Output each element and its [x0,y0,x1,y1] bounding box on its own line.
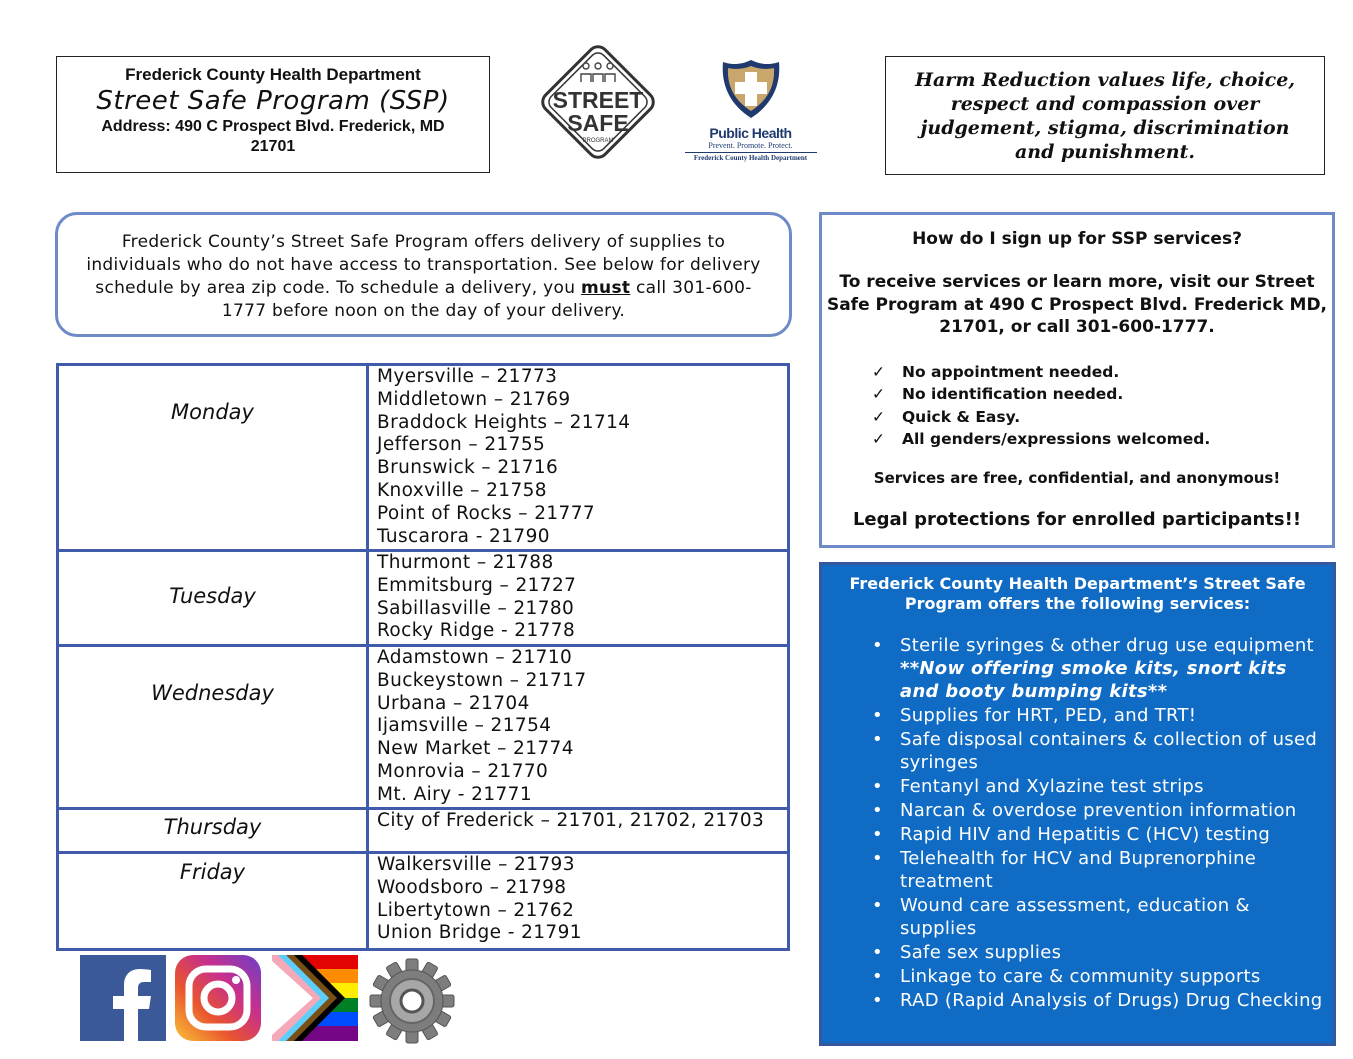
service-text: Safe disposal containers & collection of used syringes [900,729,1318,773]
services-free-note: Services are free, confidential, and anonymous! [873,468,1281,487]
day-cell [58,646,368,809]
day-label: Friday [179,860,246,884]
bullet-icon: • [872,942,883,963]
services-list [822,634,1333,1012]
program-name: Street Safe Program (SSP) [96,86,450,116]
signup-box [819,212,1335,548]
logo-street-text: STREET [552,87,644,113]
day-cell [58,853,368,950]
bullet-icon: • [872,705,883,726]
schedule-row-tuesday [58,551,789,646]
harm-reduction-quote: Harm Reduction values life, choice, respect and compassion over judgement, stigma, discrimination and punishment. [915,68,1295,163]
towns-cell [368,551,789,646]
day-cell [58,365,368,551]
logo-program-text: PROGRAM [582,138,614,144]
towns-cell [368,646,789,809]
checklist-text: No identification needed. [902,385,1124,403]
schedule-row-thursday [58,809,789,853]
service-text: Telehealth for HCV and Buprenorphine treatment [900,848,1257,892]
town-item: Monrovia – 21770 [377,760,549,782]
towns-cell [368,365,789,551]
town-item: Thurmont – 21788 [377,552,554,573]
program-address: Address: 490 C Prospect Blvd. Frederick, MD 21701 [101,118,445,155]
checklist-item [872,428,1332,451]
public-health-tagline: Prevent. Promote. Protect. [708,141,793,150]
town-item: Brunswick – 21716 [377,457,559,479]
gear-icon [369,958,455,1044]
signup-checklist [872,361,1332,451]
department-name: Frederick County Health Department [125,65,421,84]
town-item: Emmitsburg – 21727 [377,574,577,596]
town-item: Woodsboro – 21798 [377,876,567,898]
intro-box [55,212,792,337]
service-item [822,775,1333,798]
street-safe-logo [526,30,670,174]
day-label: Monday [171,400,254,424]
day-label: Wednesday [151,681,274,705]
service-item [822,728,1333,774]
town-item: Rocky Ridge - 21778 [377,620,576,642]
town-item: Adamstown – 21710 [377,647,573,668]
bullet-icon: • [872,990,883,1011]
town-item: Tuscarora - 21790 [377,525,550,547]
header-box [56,56,490,173]
service-item [822,799,1333,822]
service-item [822,894,1333,940]
towns-cell [368,809,789,853]
harm-reduction-quote-box [885,56,1325,175]
bullet-icon: • [872,800,883,821]
service-text: Wound care assessment, education & supplies [900,895,1250,939]
checklist-text: No appointment needed. [902,362,1120,381]
service-text: Safe sex supplies [900,942,1062,963]
towns-cell [368,853,789,950]
service-text: Supplies for HRT, PED, and TRT! [900,705,1197,726]
service-item [822,704,1333,727]
town-item: Braddock Heights – 21714 [377,411,631,433]
service-text: Rapid HIV and Hepatitis C (HCV) testing [900,824,1271,845]
legal-protections-note: Legal protections for enrolled participants!! [852,508,1302,530]
logo-safe-text: SAFE [567,110,629,136]
service-item [822,823,1333,846]
intro-text-part2: call 301-600-1777 before noon on the day of your delivery. [221,278,752,321]
town-item: Sabillasville – 21780 [377,597,575,619]
checkmark-icon: ✓ [872,407,885,426]
day-label: Thursday [163,815,262,839]
town-item: Middletown – 21769 [377,388,571,410]
delivery-schedule-table [56,363,790,951]
service-subtext: **Now offering smoke kits, snort kits and booty bumping kits** [900,658,1287,702]
services-box [819,562,1336,1046]
bullet-icon: • [872,635,883,656]
facebook-icon[interactable] [80,955,166,1041]
service-text: RAD (Rapid Analysis of Drugs) Drug Checking [900,990,1323,1011]
service-item [822,965,1333,988]
day-cell [58,809,368,853]
checklist-item [872,361,1332,384]
checkmark-icon: ✓ [872,385,885,403]
services-title: Frederick County Health Department’s Street Safe Program offers the following services: [849,574,1306,613]
town-item: New Market – 21774 [377,738,574,760]
instagram-icon[interactable] [175,955,261,1041]
town-item: Buckeystown – 21717 [377,669,587,691]
service-item [822,941,1333,964]
schedule-row-wednesday [58,646,789,809]
public-health-dept: Frederick County Health Department [693,154,808,162]
checklist-text: All genders/expressions welcomed. [902,430,1211,448]
pride-flag-icon [272,955,358,1041]
day-cell [58,551,368,646]
checkmark-icon: ✓ [872,362,885,381]
service-item [822,634,1333,703]
service-text: Linkage to care & community supports [900,966,1261,987]
bullet-icon: • [872,776,883,797]
signup-title: How do I sign up for SSP services? [912,229,1242,249]
town-item: Knoxville – 21758 [377,479,547,501]
schedule-row-friday [58,853,789,950]
day-label: Tuesday [169,584,256,608]
intro-text [76,231,771,323]
service-item [822,989,1333,1012]
service-text: Sterile syringes & other drug use equipment [900,635,1314,656]
bullet-icon: • [872,824,883,845]
town-item: Ijamsville – 21754 [377,715,552,737]
service-text: Narcan & overdose prevention information [900,800,1297,821]
public-health-title: Public Health [709,125,792,141]
town-item: City of Frederick – 21701, 21702, 21703 [377,810,765,831]
town-item: Point of Rocks – 21777 [377,502,596,524]
town-item: Mt. Airy - 21771 [377,783,533,805]
town-item: Urbana – 21704 [377,692,530,714]
intro-must: must [581,278,631,298]
bullet-icon: • [872,895,883,916]
service-text: Fentanyl and Xylazine test strips [900,776,1204,797]
checkmark-icon: ✓ [872,430,885,448]
town-item: Jefferson – 21755 [377,434,546,456]
bullet-icon: • [872,848,883,869]
town-item: Libertytown – 21762 [377,899,575,921]
public-health-logo [683,58,818,170]
signup-text: To receive services or learn more, visit our Street Safe Program at 490 C Prospect Blvd. Frederick MD, 21701, or call 301-600-1777. [826,272,1328,337]
town-item: Union Bridge - 21791 [377,922,582,944]
bullet-icon: • [872,966,883,987]
town-item: Walkersville – 21793 [377,854,575,875]
public-health-shield-icon [719,58,783,120]
bullet-icon: • [872,729,883,750]
schedule-row-monday [58,365,789,551]
checklist-text: Quick & Easy. [902,407,1021,426]
town-item: Myersville – 21773 [377,366,558,387]
intro-text-part1: Frederick County’s Street Safe Program offers delivery of supplies to individuals who do not have access to transportation. See below for delivery schedule by area zip code. To schedule a delivery, you [86,232,761,298]
checklist-item [872,406,1332,429]
checklist-item [872,383,1332,406]
service-item [822,847,1333,893]
